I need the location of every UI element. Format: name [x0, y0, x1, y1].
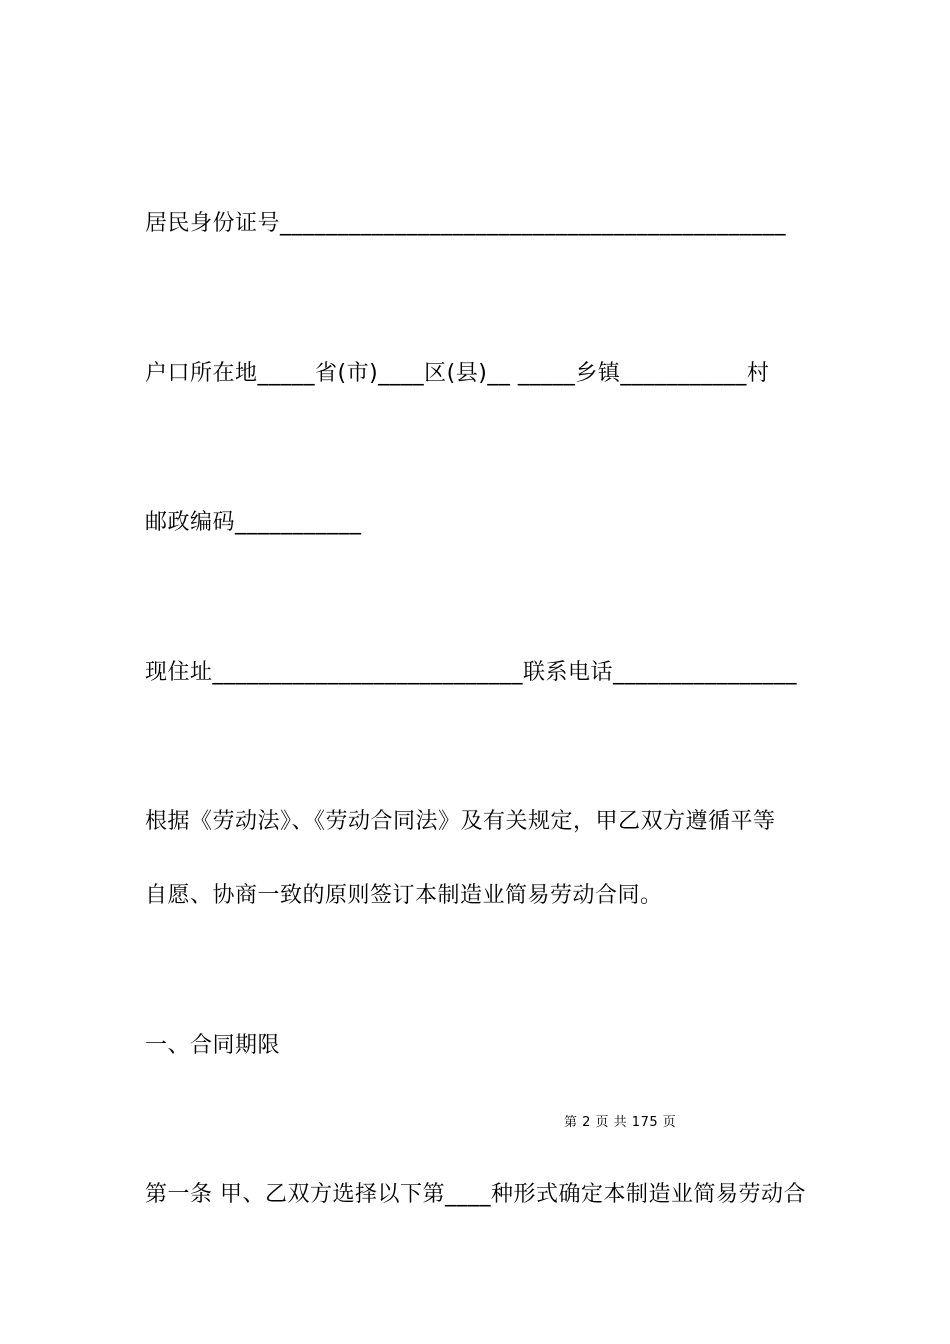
section-heading: 一、合同期限 — [145, 1033, 281, 1058]
household-address-line: 户口所在地_____省(市)____区(县)__ _____乡镇___________村 — [145, 361, 770, 386]
paragraph-line-1: 根据《劳动法》、《劳动合同法》及有关规定，甲乙双方遵循平等 — [145, 809, 776, 834]
current-address-phone-line: 现住址___________________________联系电话________________ — [145, 660, 798, 685]
id-number-line: 居民身份证号____________________________________________ — [145, 211, 787, 236]
page-number: 第 2 页 共 175 页 — [564, 1115, 677, 1130]
paragraph-line-2: 自愿、协商一致的原则签订本制造业简易劳动合同。 — [145, 883, 663, 908]
article-one-line: 第一条 甲、乙双方选择以下第____种形式确定本制造业简易劳动合 — [145, 1182, 806, 1207]
postal-code-line: 邮政编码___________ — [145, 510, 362, 535]
